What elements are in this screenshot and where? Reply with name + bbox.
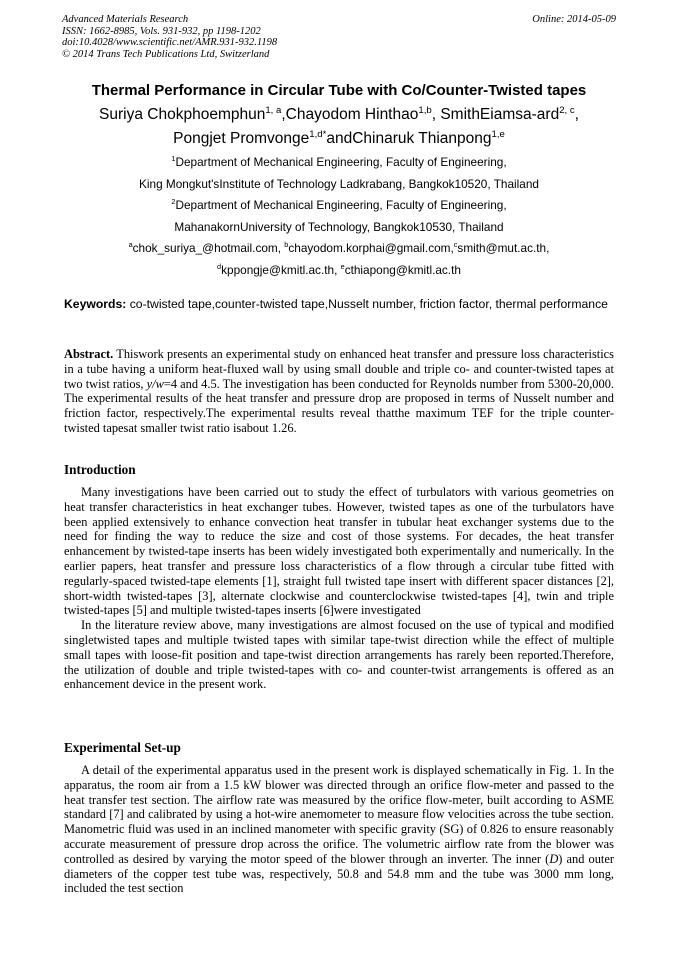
- affil-sup: 1: [171, 154, 176, 164]
- affiliations: [40, 152, 638, 281]
- author-line-1: [40, 103, 638, 127]
- abstract-label: Abstract.: [64, 347, 114, 361]
- author-list: [40, 103, 638, 151]
- email-line: [40, 260, 638, 282]
- author-name: , SmithEiamsa-ard: [431, 106, 560, 123]
- online-date: Online: 2014-05-09: [532, 14, 616, 25]
- abstract-text: =4 and 4.5. The investigation has been conducted for Reynolds number from 5300-20,000. The experimental results of the heat transfer and pressure drop are proposed in terms of Nusselt number and friction factor, respectively.The experimental results reveal thatthe maximum TEF for the triple counter-twisted tapesat smaller twist ratio isabout 1.26.: [64, 376, 614, 435]
- author-name: Suriya Chokphoemphun: [99, 106, 266, 123]
- email: chok_suriya_@hotmail.com,: [132, 241, 285, 255]
- email: chayodom.korphai@gmail.com,: [288, 241, 454, 255]
- author-name: andChinaruk Thianpong: [326, 130, 492, 147]
- email-sup: a: [128, 240, 133, 250]
- keywords-text: co-twisted tape,counter-twisted tape,Nusselt number, friction factor, thermal performance: [126, 297, 608, 311]
- journal-header: [62, 14, 616, 60]
- email: smith@mut.ac.th,: [457, 241, 550, 255]
- author-name: ,Chayodom Hinthao: [281, 106, 419, 123]
- author-sup: 1, a: [265, 104, 282, 116]
- email: cthiapong@kmitl.ac.th: [344, 262, 461, 277]
- introduction-body: [64, 485, 614, 692]
- author-sup: 1,e: [491, 128, 505, 140]
- author-sup: 1,d*: [309, 128, 327, 140]
- paragraph-text: A detail of the experimental apparatus used in the present work is displayed schematically in Fig. 1. In the apparatus, the room air from a 1.5 kW blower was directed through an orifice flow-meter and passed to the heat transfer test section. The airflow rate was measured by the orifice flow-meter, built according to ASME standard [7] and calibrated by using a hot-wire anemometer to measure flow velocities across the tube section. Manometric fluid was used in an inclined manometer with specific gravity (SG) of 0.826 to ensure reasonably accurate measurement of pressure drop across the orifice. The volumetric airflow rate from the blower was controlled as desired by varying the motor speed of the blower through an inverter. The inner (: [64, 763, 614, 866]
- copyright-line: © 2014 Trans Tech Publications Ltd, Switzerland: [62, 48, 270, 60]
- email-sup: d: [217, 261, 222, 271]
- email-sup: c: [453, 240, 458, 250]
- section-heading-experimental: Experimental Set-up: [64, 740, 181, 755]
- issn-line: ISSN: 1662-8985, Vols. 931-932, pp 1198-1202: [62, 25, 261, 37]
- author-sup: 1,b: [418, 104, 432, 116]
- paragraph: Many investigations have been carried out to study the effect of turbulators with various geometries on heat transfer characteristics in heat exchanger tubes. However, twisted tapes as one of the turbulators have been applied extensively to enhance convection heat transfer in tubular heat exchanger systems due to the need for finding the way to reduce the size and cost of those systems. For decades, the heat transfer enhancement by twisted-tape inserts has been widely investigated both experimentally and numerically. In the earlier papers, heat transfer and pressure loss characteristics of a flow through a circular tube fitted with regularly-spaced twisted-tape elements [1], straight full twisted tape insert with different spacer distances [2], short-width twisted-tapes [3], alternate clockwise and counterclockwise twisted-tapes [4], twin and triple twisted-tapes [5] and multiple twisted-tapes inserts [6]were investigated: [64, 485, 614, 618]
- affil-text: Department of Mechanical Engineering, Faculty of Engineering,: [175, 155, 507, 169]
- keywords: [64, 297, 614, 311]
- affiliation-line: MahanakornUniversity of Technology, Bangkok10530, Thailand: [174, 219, 504, 234]
- abstract: [64, 347, 614, 436]
- journal-name: Advanced Materials Research: [62, 14, 189, 25]
- paragraph-text: ) and outer diameters of the copper test tube was, respectively, 50.8 and 54.8 mm and the tube was 3000 mm long, included the test section: [64, 851, 615, 896]
- author-sup: 2, c: [559, 104, 575, 116]
- paragraph-variable: D: [549, 851, 559, 866]
- affiliation-line: [40, 152, 638, 174]
- paragraph: [64, 763, 614, 896]
- author-name: Pongjet Promvonge: [173, 130, 310, 147]
- abstract-variable: y/w: [146, 376, 164, 391]
- affil-sup: 2: [171, 197, 176, 207]
- abstract-text: Thiswork presents an experimental study on enhanced heat transfer and pressure loss characteristics in a tube having a uniform heat-fluxed wall by using small double and triple co- and counter-twisted tapes at two twist ratios,: [64, 347, 614, 391]
- abstract-paragraph: [64, 347, 614, 436]
- email: kppongje@kmitl.ac.th,: [221, 262, 341, 277]
- experimental-body: [64, 763, 614, 896]
- paper-title: Thermal Performance in Circular Tube with Co/Counter-Twisted tapes: [91, 82, 587, 99]
- author-separator: ,: [574, 106, 579, 123]
- paragraph: In the literature review above, many investigations are almost focused on the use of typical and modified singletwisted tapes and multiple twisted tapes with similar tape-twist direction while the effect of multiple small tapes with loose-fit position and tape-twist direction arrangements has rarely been reported.Therefore, the utilization of double and triple twisted-tapes with co- and counter-twist arrangements is offered as an enhancement device in the present work.: [64, 618, 614, 692]
- keywords-label: Keywords:: [64, 297, 127, 311]
- section-heading-introduction: Introduction: [64, 462, 136, 477]
- author-line-2: [40, 127, 638, 151]
- doi-line: doi:10.4028/www.scientific.net/AMR.931-932.1198: [62, 37, 278, 48]
- email-sup: e: [340, 261, 345, 271]
- affiliation-line: [40, 195, 638, 217]
- affiliation-line: King Mongkut'sInstitute of Technology Ladkrabang, Bangkok10520, Thailand: [139, 176, 539, 191]
- email-line: [40, 238, 638, 260]
- affil-text: Department of Mechanical Engineering, Faculty of Engineering,: [175, 198, 507, 212]
- email-sup: b: [284, 240, 289, 250]
